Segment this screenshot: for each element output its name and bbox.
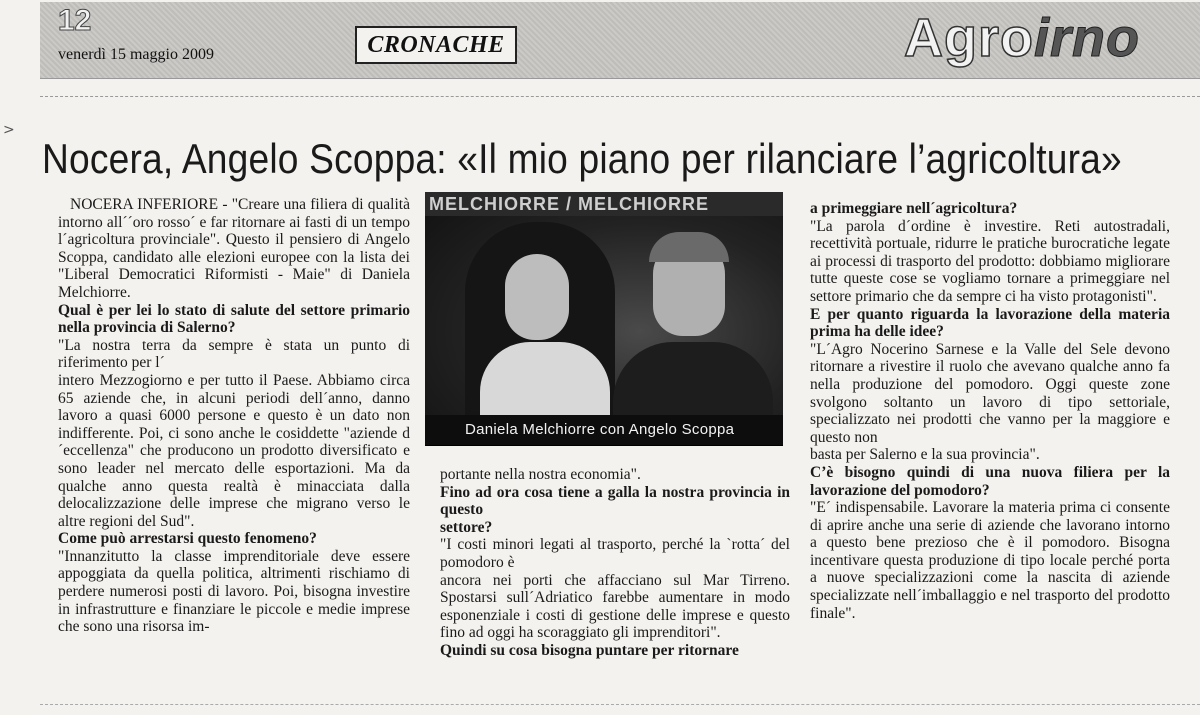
question-5: E per quanto riguarda la lavorazione della materia prima ha delle idee? [810,305,1170,341]
photo-figure-woman-face [505,254,569,340]
question-4: Quindi su cosa bisogna puntare per ritornare [440,641,739,659]
newspaper-brand [904,8,1140,68]
article-column-3 [810,200,1170,622]
question-2: Come può arrestarsi questo fenomeno? [58,530,317,548]
brand-part-1: Agro [904,8,1034,68]
answer-6: "E´ indispensabile. Lavorare la materia prima ci consente di aprire anche una serie di aziende che lavorano intorno a questo bene prezioso che è il pomodoro. Bisogna incentivare questa produzione di tipo locale perché porta a nuove specializzazioni come la nascita di aziende specializzate nell´imballaggio e nel trasporto del prodotto finale". [810,499,1170,622]
header-divider [40,96,1200,97]
question-4-continued: a primeggiare nell´agricoltura? [810,200,1018,217]
answer-4: "La parola d´ordine è investire. Reti autostradali, recettività portuale, ridurre le pratiche burocratiche legate ai processi di trasporto del prodotto: dobbiamo migliorare tutte queste cose se vogliamo tornare a primeggiare nel settore primario che da sempre ci ha visto protagonisti". [810,217,1170,305]
answer-5b: basta per Salerno e la sua provincia". [810,446,1040,464]
answer-3b: ancora nei porti che affacciano sul Mar Tirreno. Spostarsi sull´Adriatico farebbe aumentare in modo esponenziale i costi di gestione delle imprese e questo fino ad oggi ha scoraggiato gli imprenditori". [440,571,790,642]
issue-date: venerdì 15 maggio 2009 [58,46,214,63]
question-3b: settore? [440,518,493,536]
brand-part-2: irno [1034,8,1140,68]
answer-1b: intero Mezzogiorno e per tutto il Paese. Abbiamo circa 65 aziende che, in alcuni periodi dell´anno, danno lavoro a quasi 6000 persone e questo è un dato non indifferente. Poi, ci sono anche le cosiddette "aziende d´eccellenza" che producono un prodotto diversificato e sono leader nel mercato delle esportazioni. Ma da qualche anno questa realtà è minacciata dalla delocalizzazione delle imprese che migrano verso le altre regioni del Sud". [58,371,410,530]
article-headline: Nocera, Angelo Scoppa: «Il mio piano per rilanciare l’agricoltura» [42,135,1122,182]
page-number: 12 [58,4,92,37]
question-3a: Fino ad ora cosa tiene a galla la nostra provincia in questo [440,483,790,519]
question-6: C’è bisogno quindi di una nuova filiera per la lavorazione del pomodoro? [810,463,1170,499]
photo-caption: Daniela Melchiorre con Angelo Scoppa [425,415,783,445]
margin-mark: > [3,122,15,138]
section-label: CRONACHE [367,31,505,58]
answer-2-continued: portante nella nostra economia". [440,466,641,483]
question-1: Qual è per lei lo stato di salute del settore primario nella provincia di Salerno? [58,301,410,337]
answer-5a: "L´Agro Nocerino Sarnese e la Valle del Sele devono ritornare a rivestire il ruolo che avevano qualche anno fa nella produzione del pomodoro. Oggi queste zone svolgono soltanto un lavoro di tipo settoriale, specializzato nei prodotti che vanno per la maggiore e questo non [810,340,1170,446]
answer-1a: "La nostra terra da sempre è stata un punto di riferimento per l´ [58,336,410,372]
photo-banner: MELCHIORRE / MELCHIORRE [425,192,783,216]
article-photo [425,192,783,446]
answer-2: "Innanzitutto la classe imprenditoriale deve essere appoggiata da quella politica, altrimenti rischiamo di perdere numerosi posti di lavoro. Poi, bisogna investire in infrastrutture e finanziare le piccole e medie imprese che sono una risorsa im- [58,547,410,636]
footer-divider [40,704,1200,705]
lead-paragraph: NOCERA INFERIORE - "Creare una filiera di qualità intorno all´´oro rosso´ e far ritornare ai fasti di un tempo l´agricoltura provinciale". Questo il pensiero di Angelo Scoppa, candidato alle elezioni europee con la lista dei "Liberal Democratici Riformisti - Maie" di Daniela Melchiorre. [58,196,410,301]
answer-3a: "I costi minori legati al trasporto, perché la `rotta´ del pomodoro è [440,536,790,571]
article-column-1 [58,196,410,636]
section-label-box [355,26,517,64]
article-column-2 [440,466,790,660]
photo-figure-man-hair [649,232,729,262]
